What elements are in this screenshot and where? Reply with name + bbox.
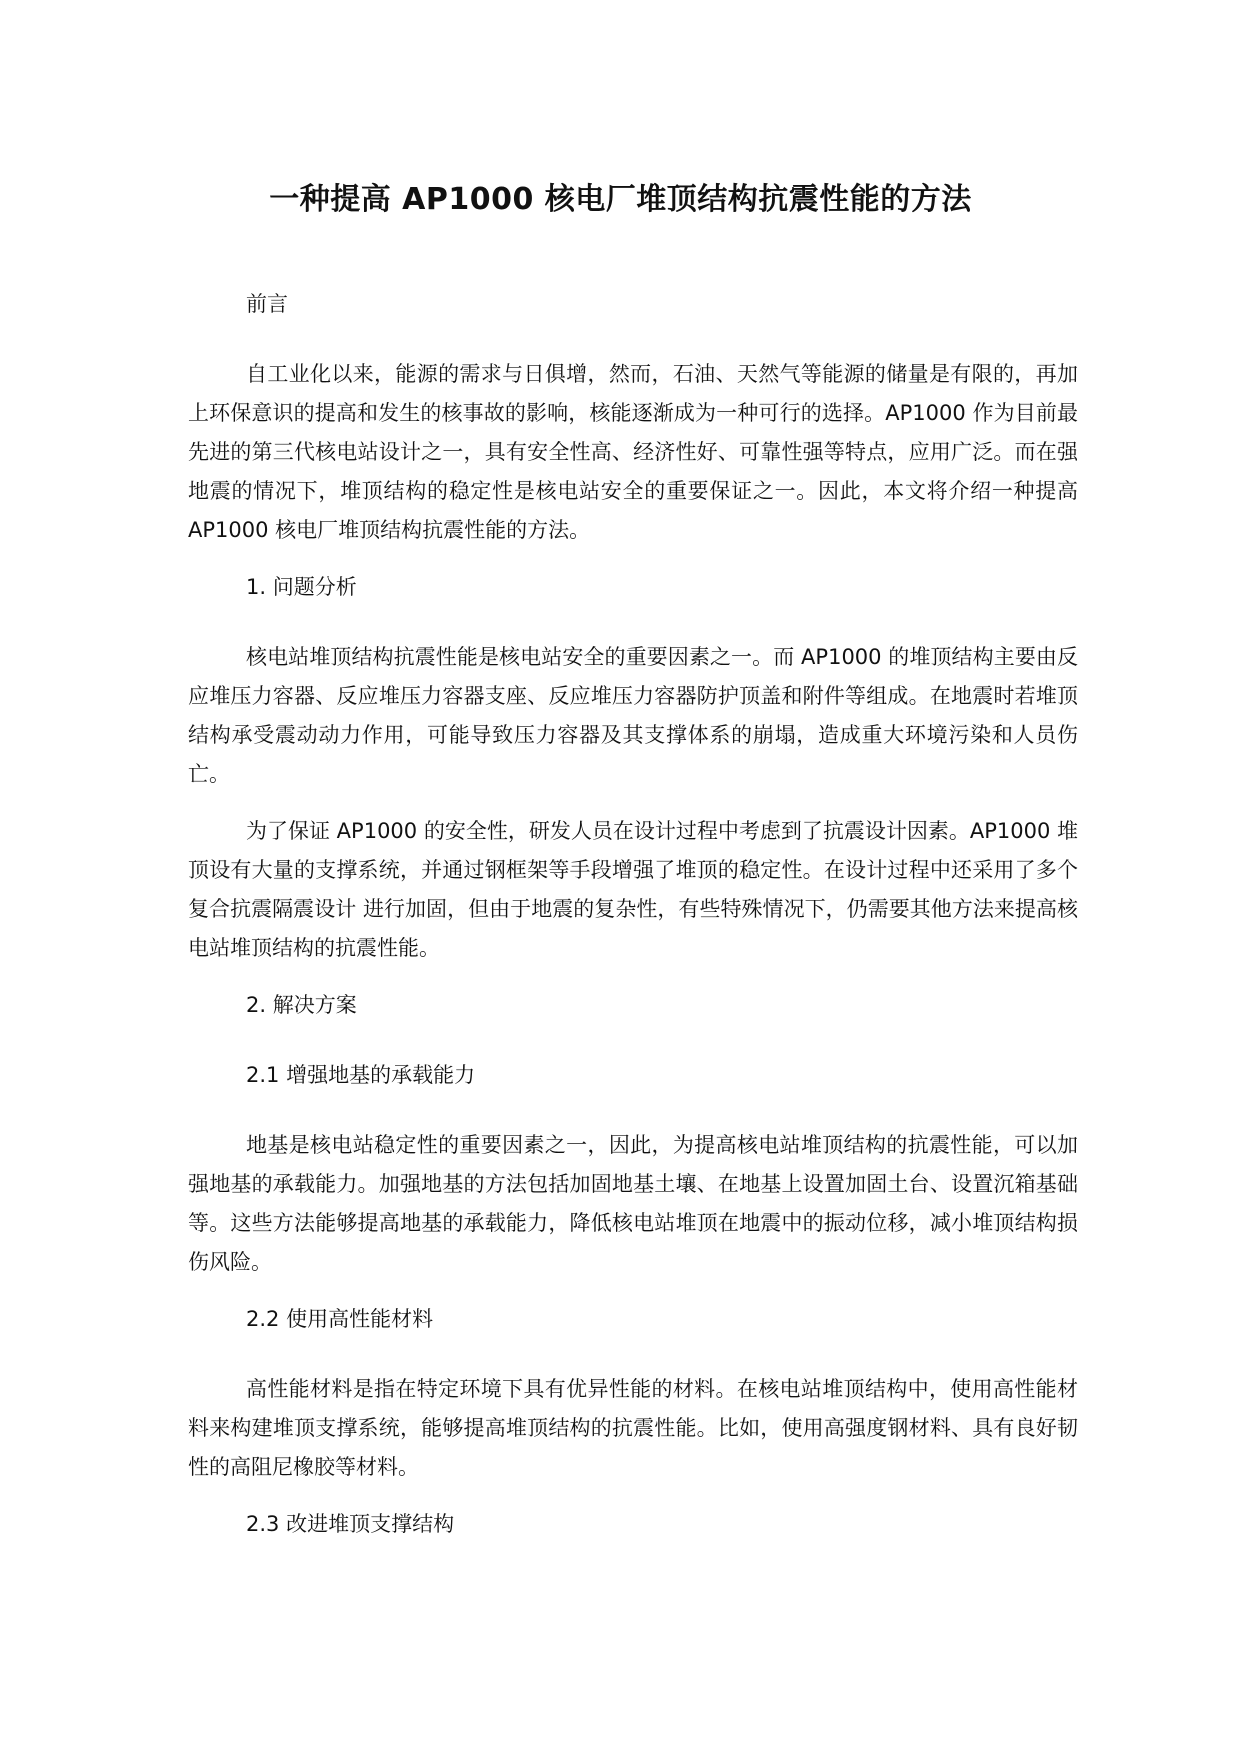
paragraph-materials: 高性能材料是指在特定环境下具有优异性能的材料。在核电站堆顶结构中，使用高性能材料来构建堆顶支撑系统，能够提高堆顶结构的抗震性能。比如，使用高强度钢材料、具有良好韧性的高阻尼橡胶等材料。 [188, 1377, 1078, 1479]
paragraph-foundation: 地基是核电站稳定性的重要因素之一，因此，为提高核电站堆顶结构的抗震性能，可以加强地基的承载能力。加强地基的方法包括加固地基土壤、在地基上设置加固土台、设置沉箱基础等。这些方法能够提高地基的承载能力，降低核电站堆顶在地震中的振动位移，减小堆顶结构损伤风险。 [188, 1133, 1078, 1274]
section-heading-problem-analysis: 1. 问题分析 [246, 575, 357, 599]
section-heading-preface: 前言 [246, 292, 288, 316]
subsection-heading-support-structure: 2.3 改进堆顶支撑结构 [246, 1512, 455, 1536]
subsection-heading-materials: 2.2 使用高性能材料 [246, 1307, 434, 1331]
paragraph-preface: 自工业化以来，能源的需求与日俱增，然而，石油、天然气等能源的储量是有限的，再加上环保意识的提高和发生的核事故的影响，核能逐渐成为一种可行的选择。AP1000 作为目前最先进的第三代核电站设计之一，具有安全性高、经济性好、可靠性强等特点，应用广泛。而在强地震的情况下，堆顶结构的稳定性是核电站安全的重要保证之一。因此，本文将介绍一种提高 AP1000 核电厂堆顶结构抗震性能的方法。 [188, 362, 1078, 542]
document-title: 一种提高 AP1000 核电厂堆顶结构抗震性能的方法 [269, 182, 972, 217]
paragraph-problem-analysis-1: 核电站堆顶结构抗震性能是核电站安全的重要因素之一。而 AP1000 的堆顶结构主要由反应堆压力容器、反应堆压力容器支座、反应堆压力容器防护顶盖和附件等组成。在地震时若堆顶结构承受震动动力作用，可能导致压力容器及其支撑体系的崩塌，造成重大环境污染和人员伤亡。 [188, 645, 1078, 786]
subsection-heading-foundation: 2.1 增强地基的承载能力 [246, 1063, 476, 1087]
section-heading-solution: 2. 解决方案 [246, 993, 357, 1017]
paragraph-problem-analysis-2: 为了保证 AP1000 的安全性，研发人员在设计过程中考虑到了抗震设计因素。AP1000 堆顶设有大量的支撑系统，并通过钢框架等手段增强了堆顶的稳定性。在设计过程中还采用了多个复合抗震隔震设计 进行加固，但由于地震的复杂性，有些特殊情况下，仍需要其他方法来提高核电站堆顶结构的抗震性能。 [188, 819, 1078, 960]
document-body [188, 285, 1078, 1575]
